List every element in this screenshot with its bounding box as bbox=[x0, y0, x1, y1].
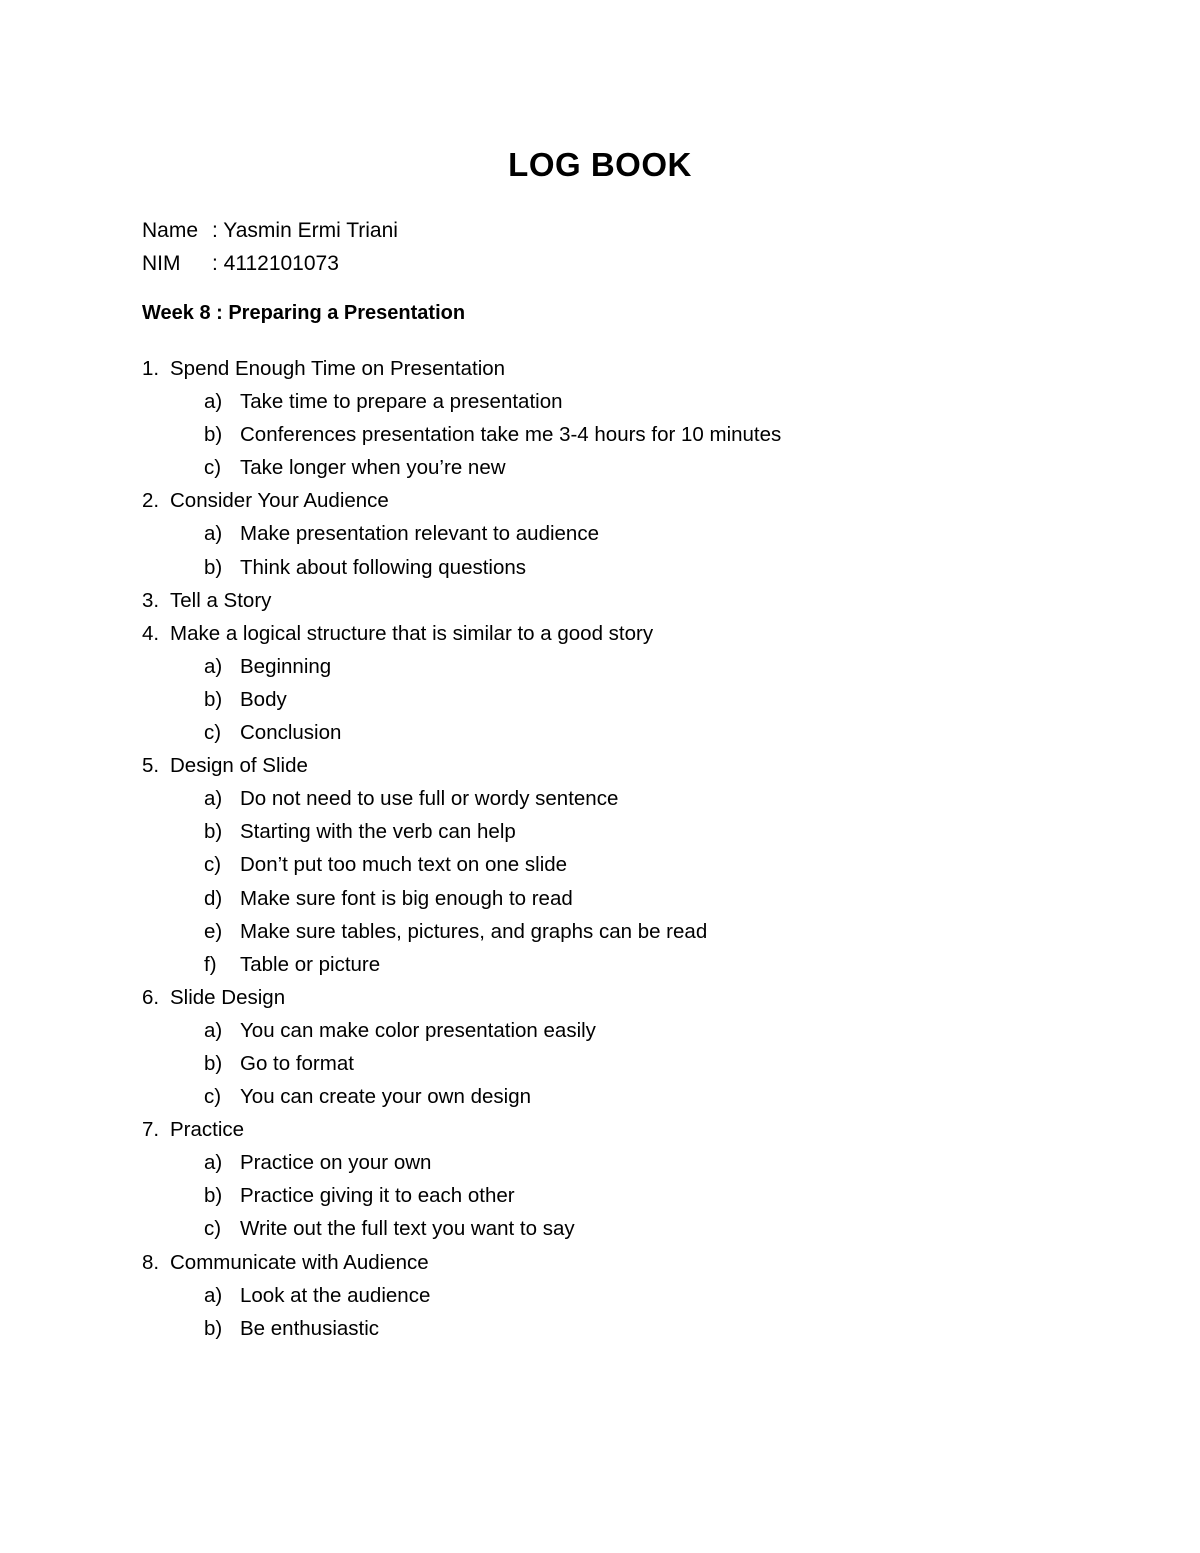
document-title: LOG BOOK bbox=[508, 146, 692, 183]
section-text: Communicate with Audience bbox=[170, 1250, 429, 1274]
sub-item-text: Don’t put too much text on one slide bbox=[240, 853, 568, 877]
section-row bbox=[142, 749, 781, 782]
sub-item bbox=[142, 650, 781, 683]
sub-item-letter: c) bbox=[204, 721, 222, 745]
sub-item-text: Beginning bbox=[240, 654, 332, 678]
nim-label: NIM bbox=[142, 252, 181, 275]
sub-item bbox=[142, 1212, 781, 1245]
name-value: : Yasmin Ermi Triani bbox=[212, 219, 398, 242]
sub-item-text: Make sure tables, pictures, and graphs can be read bbox=[240, 919, 708, 943]
sub-item-text: Body bbox=[240, 687, 287, 711]
student-info bbox=[142, 214, 398, 280]
sub-item-letter: a) bbox=[204, 787, 223, 811]
sub-item-text: Starting with the verb can help bbox=[240, 820, 516, 844]
week-heading: Week 8 : Preparing a Presentation bbox=[142, 302, 466, 324]
sub-item-text: Conclusion bbox=[240, 721, 342, 745]
sub-item-text: You can make color presentation easily bbox=[240, 1018, 596, 1042]
outline-section bbox=[142, 484, 781, 583]
sub-item-text: Do not need to use full or wordy sentence bbox=[240, 787, 619, 811]
sub-item-letter: d) bbox=[204, 886, 223, 910]
sub-item bbox=[142, 385, 781, 418]
sub-item bbox=[142, 1179, 781, 1212]
sub-item-letter: b) bbox=[204, 687, 223, 711]
section-row bbox=[142, 352, 781, 385]
section-text: Design of Slide bbox=[170, 754, 308, 778]
sub-item bbox=[142, 551, 781, 584]
section-text: Slide Design bbox=[170, 985, 286, 1009]
sub-item-letter: b) bbox=[204, 555, 223, 579]
sub-item bbox=[142, 1279, 781, 1312]
outline-section bbox=[142, 1113, 781, 1245]
section-number: 3. bbox=[142, 588, 160, 612]
section-number: 8. bbox=[142, 1250, 160, 1274]
sub-item bbox=[142, 451, 781, 484]
sub-item bbox=[142, 782, 781, 815]
sub-item bbox=[142, 915, 781, 948]
section-row bbox=[142, 484, 781, 517]
sub-item-text: Think about following questions bbox=[240, 555, 527, 579]
section-number: 7. bbox=[142, 1118, 160, 1142]
nim-row bbox=[142, 247, 398, 280]
nim-value: : 4112101073 bbox=[212, 252, 339, 275]
outline-section bbox=[142, 981, 781, 1113]
section-text: Consider Your Audience bbox=[170, 489, 389, 513]
sub-item-text: Make presentation relevant to audience bbox=[240, 522, 599, 546]
sub-item bbox=[142, 948, 781, 981]
sub-item-text: Go to format bbox=[240, 1051, 354, 1075]
sub-item-text: Make sure font is big enough to read bbox=[240, 886, 573, 910]
sub-item bbox=[142, 517, 781, 550]
section-text: Make a logical structure that is similar to a good story bbox=[170, 621, 654, 645]
sub-item-letter: b) bbox=[204, 1184, 223, 1208]
section-number: 5. bbox=[142, 754, 160, 778]
sub-item-letter: b) bbox=[204, 1316, 223, 1340]
name-row bbox=[142, 214, 398, 247]
sub-item-letter: c) bbox=[204, 1085, 222, 1109]
section-text: Practice bbox=[170, 1118, 245, 1142]
sub-item-text: You can create your own design bbox=[240, 1085, 531, 1109]
outline-section bbox=[142, 749, 781, 981]
sub-item bbox=[142, 1146, 781, 1179]
sub-item-letter: a) bbox=[204, 522, 223, 546]
sub-item-text: Take time to prepare a presentation bbox=[240, 390, 563, 414]
section-text: Tell a Story bbox=[170, 588, 272, 612]
section-number: 4. bbox=[142, 621, 160, 645]
sub-item bbox=[142, 418, 781, 451]
section-row bbox=[142, 981, 781, 1014]
sub-item-text: Practice on your own bbox=[240, 1151, 432, 1175]
sub-item bbox=[142, 1047, 781, 1080]
sub-item-letter: c) bbox=[204, 853, 222, 877]
sub-item bbox=[142, 683, 781, 716]
sub-item-letter: a) bbox=[204, 390, 223, 414]
sub-item-text: Write out the full text you want to say bbox=[240, 1217, 575, 1241]
sub-item bbox=[142, 815, 781, 848]
sub-item-letter: a) bbox=[204, 1018, 223, 1042]
sub-item-letter: e) bbox=[204, 919, 223, 943]
sub-item bbox=[142, 1312, 781, 1345]
outline-section bbox=[142, 617, 781, 749]
sub-item-letter: f) bbox=[204, 952, 217, 976]
sub-item-text: Table or picture bbox=[240, 952, 381, 976]
section-number: 1. bbox=[142, 357, 160, 380]
outline-section bbox=[142, 584, 781, 617]
sub-item-letter: c) bbox=[204, 456, 222, 480]
sub-item-letter: a) bbox=[204, 654, 223, 678]
sub-item-letter: b) bbox=[204, 1051, 223, 1075]
sub-item-letter: b) bbox=[204, 423, 223, 447]
sub-item-text: Conferences presentation take me 3-4 hours for 10 minutes bbox=[240, 423, 782, 447]
sub-item-letter: a) bbox=[204, 1283, 223, 1307]
sub-item-letter: b) bbox=[204, 820, 223, 844]
section-row bbox=[142, 1246, 781, 1279]
sub-item-text: Look at the audience bbox=[240, 1283, 431, 1307]
outline-list bbox=[142, 352, 781, 1345]
sub-item-text: Practice giving it to each other bbox=[240, 1184, 515, 1208]
outline-section bbox=[142, 1246, 781, 1345]
section-row bbox=[142, 617, 781, 650]
section-number: 2. bbox=[142, 489, 160, 513]
name-label: Name bbox=[142, 219, 199, 242]
sub-item bbox=[142, 882, 781, 915]
sub-item-letter: c) bbox=[204, 1217, 222, 1241]
sub-item bbox=[142, 1080, 781, 1113]
outline-section bbox=[142, 352, 781, 484]
sub-item-text: Be enthusiastic bbox=[240, 1316, 380, 1340]
sub-item bbox=[142, 1014, 781, 1047]
section-row bbox=[142, 1113, 781, 1146]
sub-item-text: Take longer when you’re new bbox=[240, 456, 506, 480]
section-text: Spend Enough Time on Presentation bbox=[170, 357, 506, 380]
section-number: 6. bbox=[142, 985, 160, 1009]
sub-item bbox=[142, 716, 781, 749]
sub-item bbox=[142, 848, 781, 881]
sub-item-letter: a) bbox=[204, 1151, 223, 1175]
section-row bbox=[142, 584, 781, 617]
